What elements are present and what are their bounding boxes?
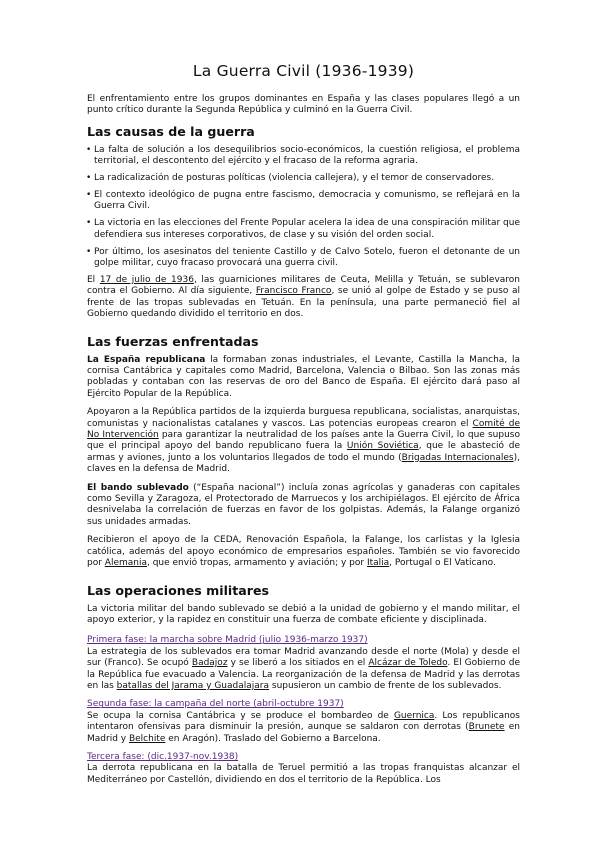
link-guernica[interactable]: Guernica — [393, 710, 435, 721]
list-item: • La falta de solución a los desequilibrios socio-económicos, la cuestión religiosa, el problema territorial, el descontento del ejército y el fracaso de la reforma agraria. — [87, 145, 520, 168]
republican-paragraph: La España republicana la formaban zonas industriales, el Levante, Castilla la Mancha, la cornisa Cantábrica y capitales como Madrid, Barcelona, Valencia o Bilbao. Son las zonas más pobladas y contaban con las reservas de oro del Banco de España. El ejército dará paso al Ejército Popular de la República. — [87, 354, 520, 399]
link-italia[interactable]: Italia — [366, 558, 390, 569]
phase3-title-link[interactable]: Tercera fase: (dic.1937-nov.1938) — [87, 751, 239, 762]
list-item: • La victoria en las elecciones del Frente Popular acelera la idea de una conspiración militar que defendiera sus intereses corporativos, de clase y su visión del orden social. — [87, 218, 520, 241]
phase1-title-link[interactable]: Primera fase: la marcha sobre Madrid (julio 1936-marzo 1937) — [87, 635, 368, 646]
list-item: • La radicalización de posturas políticas (violencia callejera), y el temor de conservadores. — [87, 173, 520, 184]
list-item: • Por último, los asesinatos del teniente Castillo y de Calvo Sotelo, fueron el detonante de un golpe militar, cuyo fracaso provocará una guerra civil. — [87, 247, 520, 270]
page-title: La Guerra Civil (1936-1939) — [192, 62, 415, 80]
link-17-julio-1936[interactable]: 17 de julio de 1936 — [99, 274, 194, 285]
phase1-paragraph: La estrategia de los sublevados era tomar Madrid avanzando desde el norte (Mola) y desde el sur (Franco). Se ocupó Badajoz y se liberó a los sitiados en el Alcázar de Toledo. El Gobierno de la República fue evacuado a Valencia. La reorganización de la defensa de Madrid y las derrotas en las batallas del Jarama y Guadalajara supusieron un cambio de frente de los sublevados. — [87, 646, 520, 691]
causes-heading: Las causas de la guerra — [87, 123, 255, 139]
rebel-support-paragraph: Recibieron el apoyo de la CEDA, Renovación Española, la Falange, los carlistas y la Iglesia católica, además del apoyo económico de empresarios españoles. También se vio favorecido por Alemania, que envió tropas, armamento y aviación; y por Italia, Portugal o El Vaticano. — [87, 535, 520, 569]
link-alcazar-toledo[interactable]: Alcázar de Toledo — [368, 658, 448, 669]
link-alemania[interactable]: Alemania — [104, 558, 147, 569]
document-page — [87, 62, 520, 786]
link-batallas-jarama-guadalajara[interactable]: batallas del Jarama y Guadalajara — [116, 680, 270, 691]
operations-heading: Las operaciones militares — [87, 582, 269, 598]
phase2-title-link[interactable]: Segunda fase: la campaña del norte (abril-octubre 1937) — [87, 699, 344, 710]
link-belchite[interactable]: Belchite — [128, 733, 166, 744]
link-brunete[interactable]: Brunete — [468, 722, 505, 733]
list-item: • El contexto ideológico de pugna entre fascismo, democracia y comunismo, se reflejará en la Guerra Civil. — [87, 190, 520, 213]
rebel-paragraph: El bando sublevado (“España nacional”) incluía zonas agrícolas y ganaderas con capitales como Sevilla y Zaragoza, el Protectorado de Marruecos y los archipiélagos. El ejército de África desnivelaba la correlación de fuerzas en favor de los golpistas. Además, la Falange organizó sus unidades armadas. — [87, 482, 520, 527]
link-badajoz[interactable]: Badajoz — [191, 658, 228, 669]
causes-list — [87, 145, 520, 270]
intro-paragraph: El enfrentamiento entre los grupos dominantes en España y las clases populares llegó a un punto crítico durante la Segunda República y culminó en la Guerra Civil. — [87, 94, 520, 116]
republic-support-paragraph: Apoyaron a la República partidos de la izquierda burguesa republicana, socialistas, anarquistas, comunistas y nacionalistas catalanes y vascos. Las potencias europeas crearon el Comité de No Intervención para garantizar la neutralidad de los países ante la Guerra Civil, lo que supuso que el principal apoyo del bando republicano fuera la Unión Soviética, que le abasteció de armas y aviones, junto a los voluntarios llegados de todo el mundo (Brigadas Internacionales), claves en la defensa de Madrid. — [87, 407, 520, 475]
coup-paragraph: El 17 de julio de 1936, las guarniciones militares de Ceuta, Melilla y Tetuán, se sublevaron contra el Gobierno. Al día siguiente, Francisco Franco, se unió al golpe de Estado y se puso al frente de las tropas sublevadas en Tetuán. En la península, una parte permaneció fiel al Gobierno quedando dividido el territorio en dos. — [87, 274, 521, 320]
forces-heading: Las fuerzas enfrentadas — [87, 333, 259, 349]
link-comite-no-intervencion[interactable]: Comité de No Intervención — [87, 418, 520, 441]
phase3-paragraph: La derrota republicana en la batalla de Teruel permitió a las tropas franquistas alcanzar el Mediterráneo por Castellón, dividiendo en dos el territorio de la República. Los — [87, 763, 520, 785]
link-francisco-franco[interactable]: Francisco Franco — [255, 286, 332, 297]
link-brigadas-internacionales[interactable]: Brigadas Internacionales — [401, 452, 514, 463]
link-union-sovietica[interactable]: Unión Soviética — [346, 441, 419, 452]
phase2-paragraph: Se ocupa la cornisa Cantábrica y se produce el bombardeo de Guernica. Los republicanos intentaron ofensivas para disminuir la presión, aunque se saldaron con derrotas (Brunete en Madrid y Belchite en Aragón). Traslado del Gobierno a Barcelona. — [87, 710, 520, 744]
operations-intro: La victoria militar del bando sublevado se debió a la unidad de gobierno y el mando militar, el apoyo exterior, y la rapidez en constituir una fuerza de combate eficiente y disciplinada. — [87, 603, 520, 625]
